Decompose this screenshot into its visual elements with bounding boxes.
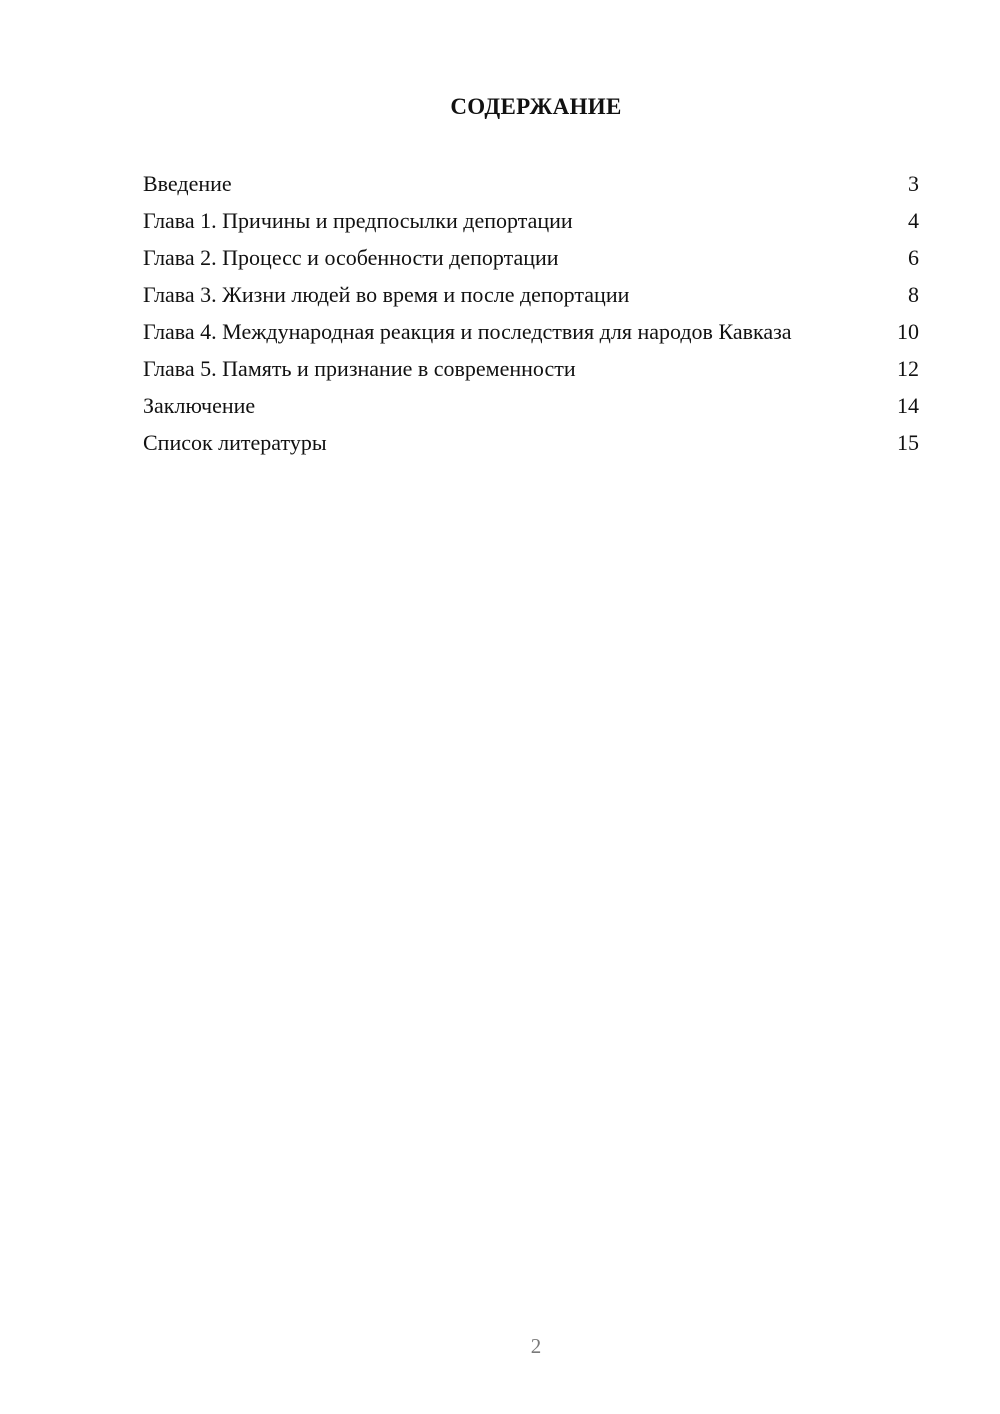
toc-entry-chapter-2 [143,244,919,271]
toc-entry-page: 12 [897,356,919,381]
toc-entry-page: 14 [897,393,919,418]
toc-entry-bibliography [143,429,919,456]
toc-entry-label: Список литературы [143,430,327,455]
toc-entry-page: 8 [908,282,919,307]
toc-entry-chapter-3 [143,281,919,308]
toc-entry-page: 6 [908,245,919,270]
toc-entry-page: 3 [908,171,919,196]
toc-entry-label: Глава 3. Жизни людей во время и после депортации [143,282,630,307]
toc-entry-conclusion [143,392,919,419]
toc-entry-label: Введение [143,171,232,196]
toc-entry-page: 10 [897,319,919,344]
toc-entry-label: Глава 4. Международная реакция и последствия для народов Кавказа [143,319,792,344]
toc-entry-introduction [143,170,919,197]
toc-entry-chapter-5 [143,355,919,382]
toc-entry-page: 4 [908,208,919,233]
table-of-contents [143,170,919,466]
toc-entry-label: Глава 1. Причины и предпосылки депортации [143,208,573,233]
toc-heading: СОДЕРЖАНИЕ [450,94,622,119]
toc-entry-label: Заключение [143,393,256,418]
toc-entry-chapter-1 [143,207,919,234]
page-number: 2 [530,1334,542,1358]
toc-entry-chapter-4 [143,318,919,345]
toc-entry-label: Глава 2. Процесс и особенности депортации [143,245,559,270]
toc-entry-page: 15 [897,430,919,455]
toc-entry-label: Глава 5. Память и признание в современности [143,356,576,381]
